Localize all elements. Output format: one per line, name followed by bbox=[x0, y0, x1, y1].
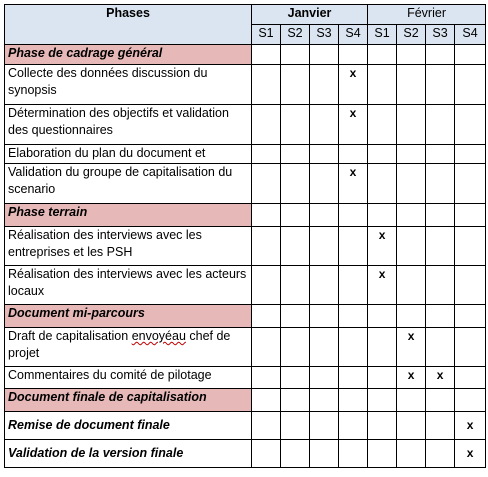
week-cell bbox=[252, 65, 281, 105]
phase-label: Document mi-parcours bbox=[5, 305, 252, 328]
week-header: S2 bbox=[281, 25, 310, 45]
week-cell bbox=[455, 305, 486, 328]
week-cell bbox=[339, 227, 368, 266]
phase-label: Document finale de capitalisation bbox=[5, 389, 252, 412]
week-header: S2 bbox=[397, 25, 426, 45]
task-row bbox=[5, 266, 486, 305]
week-cell bbox=[426, 412, 455, 440]
week-cell bbox=[455, 367, 486, 389]
week-cell bbox=[426, 440, 455, 468]
week-cell bbox=[281, 305, 310, 328]
task-label: Détermination des objectifs et validation des questionnaires bbox=[5, 105, 252, 145]
week-cell bbox=[397, 164, 426, 204]
week-cell: x bbox=[368, 227, 397, 266]
schedule-table bbox=[4, 4, 486, 468]
week-cell bbox=[426, 45, 455, 65]
week-cell bbox=[252, 389, 281, 412]
week-cell bbox=[455, 266, 486, 305]
task-label-part: chef de projet bbox=[8, 329, 231, 360]
week-cell bbox=[397, 440, 426, 468]
task-label: Validation de la version finale bbox=[5, 440, 252, 468]
week-cell bbox=[397, 227, 426, 266]
week-cell bbox=[455, 389, 486, 412]
week-cell bbox=[397, 105, 426, 145]
week-cell bbox=[310, 105, 339, 145]
week-cell bbox=[310, 227, 339, 266]
week-cell bbox=[455, 328, 486, 367]
phase-row bbox=[5, 389, 486, 412]
week-header: S3 bbox=[426, 25, 455, 45]
week-cell bbox=[310, 45, 339, 65]
week-cell bbox=[281, 367, 310, 389]
week-cell bbox=[310, 367, 339, 389]
week-cell bbox=[426, 204, 455, 227]
week-cell bbox=[310, 412, 339, 440]
phase-label: Phase de cadrage général bbox=[5, 45, 252, 65]
week-cell bbox=[397, 389, 426, 412]
week-header: S1 bbox=[368, 25, 397, 45]
task-row bbox=[5, 105, 486, 145]
week-cell bbox=[455, 145, 486, 164]
phase-label: Phase terrain bbox=[5, 204, 252, 227]
week-cell: x bbox=[368, 266, 397, 305]
week-cell bbox=[426, 227, 455, 266]
week-cell bbox=[455, 105, 486, 145]
week-cell bbox=[426, 145, 455, 164]
week-cell bbox=[281, 266, 310, 305]
phase-row bbox=[5, 204, 486, 227]
phases-header: Phases bbox=[5, 5, 252, 45]
week-cell bbox=[339, 328, 368, 367]
week-cell bbox=[368, 367, 397, 389]
task-row bbox=[5, 65, 486, 105]
week-cell: x bbox=[397, 367, 426, 389]
month-header-janvier: Janvier bbox=[252, 5, 368, 25]
week-cell bbox=[368, 105, 397, 145]
task-label: Validation du groupe de capitalisation du scenario bbox=[5, 164, 252, 204]
week-cell bbox=[252, 105, 281, 145]
week-header: S4 bbox=[455, 25, 486, 45]
week-cell bbox=[368, 145, 397, 164]
week-header: S1 bbox=[252, 25, 281, 45]
week-cell bbox=[339, 367, 368, 389]
week-cell bbox=[252, 266, 281, 305]
week-cell bbox=[426, 305, 455, 328]
task-label bbox=[5, 328, 252, 367]
week-cell bbox=[281, 440, 310, 468]
week-cell bbox=[252, 305, 281, 328]
week-cell bbox=[252, 440, 281, 468]
week-cell bbox=[455, 227, 486, 266]
week-cell: x bbox=[426, 367, 455, 389]
week-cell bbox=[455, 164, 486, 204]
week-cell bbox=[397, 145, 426, 164]
week-cell bbox=[339, 45, 368, 65]
task-row bbox=[5, 164, 486, 204]
week-cell bbox=[310, 328, 339, 367]
week-cell bbox=[368, 45, 397, 65]
week-header: S4 bbox=[339, 25, 368, 45]
week-cell bbox=[310, 440, 339, 468]
week-cell bbox=[310, 65, 339, 105]
week-cell bbox=[397, 412, 426, 440]
week-cell: x bbox=[339, 105, 368, 145]
week-cell bbox=[252, 164, 281, 204]
week-cell bbox=[252, 227, 281, 266]
task-label: Réalisation des interviews avec les entreprises et les PSH bbox=[5, 227, 252, 266]
week-cell bbox=[281, 164, 310, 204]
week-cell bbox=[455, 45, 486, 65]
task-label: Remise de document finale bbox=[5, 412, 252, 440]
week-cell bbox=[339, 389, 368, 412]
week-header: S3 bbox=[310, 25, 339, 45]
month-header-fevrier: Février bbox=[368, 5, 486, 25]
week-cell bbox=[368, 389, 397, 412]
task-row bbox=[5, 145, 486, 164]
task-row bbox=[5, 412, 486, 440]
week-cell bbox=[281, 412, 310, 440]
task-row bbox=[5, 440, 486, 468]
week-cell bbox=[339, 440, 368, 468]
week-cell bbox=[281, 328, 310, 367]
week-cell bbox=[281, 204, 310, 227]
week-cell bbox=[339, 204, 368, 227]
week-cell bbox=[310, 145, 339, 164]
week-cell bbox=[252, 204, 281, 227]
week-cell: x bbox=[455, 440, 486, 468]
week-cell bbox=[368, 328, 397, 367]
week-cell bbox=[252, 412, 281, 440]
week-cell bbox=[281, 389, 310, 412]
week-cell bbox=[310, 389, 339, 412]
week-cell: x bbox=[397, 328, 426, 367]
task-row bbox=[5, 227, 486, 266]
week-cell: x bbox=[339, 65, 368, 105]
week-cell bbox=[252, 367, 281, 389]
week-cell bbox=[368, 412, 397, 440]
week-cell bbox=[368, 305, 397, 328]
week-cell bbox=[426, 266, 455, 305]
week-cell bbox=[426, 65, 455, 105]
task-label: Elaboration du plan du document et bbox=[5, 145, 252, 164]
week-cell bbox=[281, 45, 310, 65]
task-label-part: Draft de capitalisation bbox=[8, 329, 132, 343]
week-cell bbox=[397, 45, 426, 65]
task-label-part: envoyéau bbox=[131, 329, 186, 343]
task-row bbox=[5, 328, 486, 367]
week-cell bbox=[455, 65, 486, 105]
task-row bbox=[5, 367, 486, 389]
phase-row bbox=[5, 45, 486, 65]
task-label: Commentaires du comité de pilotage bbox=[5, 367, 252, 389]
week-cell bbox=[426, 328, 455, 367]
week-cell bbox=[397, 305, 426, 328]
week-cell bbox=[397, 65, 426, 105]
week-cell bbox=[281, 227, 310, 266]
phase-row bbox=[5, 305, 486, 328]
week-cell bbox=[339, 305, 368, 328]
week-cell bbox=[252, 328, 281, 367]
week-cell bbox=[281, 105, 310, 145]
task-label: Collecte des données discussion du synopsis bbox=[5, 65, 252, 105]
schedule-body bbox=[5, 45, 486, 468]
week-cell bbox=[252, 45, 281, 65]
week-cell bbox=[397, 266, 426, 305]
week-cell bbox=[339, 266, 368, 305]
week-cell bbox=[368, 164, 397, 204]
week-cell bbox=[368, 204, 397, 227]
week-cell bbox=[426, 164, 455, 204]
week-cell bbox=[368, 65, 397, 105]
week-cell bbox=[368, 440, 397, 468]
week-cell bbox=[310, 164, 339, 204]
task-label: Réalisation des interviews avec les acteurs locaux bbox=[5, 266, 252, 305]
week-cell bbox=[310, 305, 339, 328]
week-cell bbox=[281, 65, 310, 105]
week-cell: x bbox=[455, 412, 486, 440]
week-cell bbox=[426, 389, 455, 412]
week-cell bbox=[339, 412, 368, 440]
week-cell bbox=[339, 145, 368, 164]
week-cell bbox=[455, 204, 486, 227]
week-cell bbox=[426, 105, 455, 145]
week-cell bbox=[310, 204, 339, 227]
week-cell bbox=[281, 145, 310, 164]
week-cell bbox=[252, 145, 281, 164]
week-cell bbox=[310, 266, 339, 305]
week-cell bbox=[397, 204, 426, 227]
week-cell: x bbox=[339, 164, 368, 204]
